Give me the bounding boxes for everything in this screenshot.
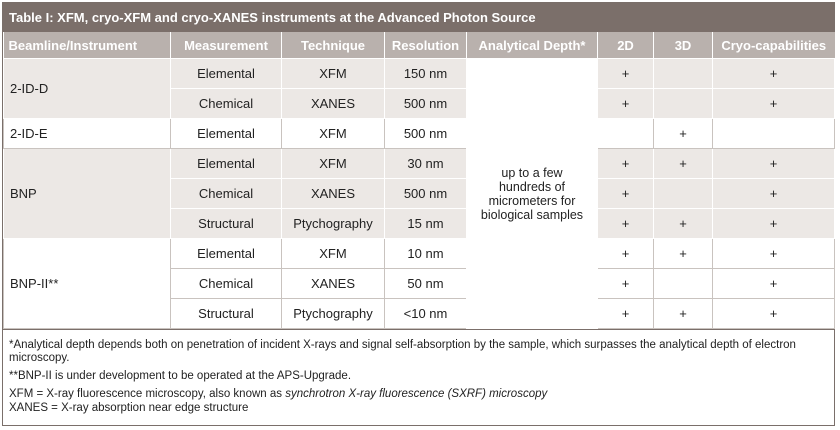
cell-resolution: 500 nm xyxy=(385,89,467,119)
cell-2d: + xyxy=(598,209,654,239)
col-header-measurement: Measurement xyxy=(171,32,282,59)
cell-technique: XANES xyxy=(282,269,385,299)
footnote-bnp2: **BNP-II is under development to be operated at the APS-Upgrade. xyxy=(9,370,352,382)
footnote-depth: *Analytical depth depends both on penetration of incident X-rays and signal self-absorption by the sample, which surpasses the analytical depth of electron microscopy. xyxy=(9,339,796,364)
cell-cryo xyxy=(713,119,835,149)
cell-3d: + xyxy=(654,119,713,149)
cell-measurement: Elemental xyxy=(171,59,282,89)
cell-3d xyxy=(654,269,713,299)
cell-instrument: 2-ID-E xyxy=(4,119,171,149)
cell-measurement: Structural xyxy=(171,209,282,239)
cell-measurement: Chemical xyxy=(171,179,282,209)
cell-2d: + xyxy=(598,299,654,329)
cell-measurement: Elemental xyxy=(171,149,282,179)
cell-technique: XANES xyxy=(282,179,385,209)
table-footnotes xyxy=(3,329,834,415)
cell-cryo: + xyxy=(713,239,835,269)
cell-resolution: 15 nm xyxy=(385,209,467,239)
cell-technique: Ptychography xyxy=(282,209,385,239)
cell-technique: XANES xyxy=(282,89,385,119)
cell-technique: XFM xyxy=(282,59,385,89)
col-header-3d: 3D xyxy=(654,32,713,59)
cell-instrument: 2-ID-D xyxy=(4,59,171,119)
cell-measurement: Chemical xyxy=(171,89,282,119)
footnote-xfm-text: XFM = X-ray fluorescence microscopy, also known as xyxy=(9,388,286,400)
col-header-cryo: Cryo-capabilities xyxy=(713,32,835,59)
cell-resolution: 10 nm xyxy=(385,239,467,269)
cell-technique: Ptychography xyxy=(282,299,385,329)
cell-2d: + xyxy=(598,239,654,269)
table-row xyxy=(4,59,835,89)
cell-2d: + xyxy=(598,59,654,89)
col-header-resolution: Resolution xyxy=(385,32,467,59)
instruments-table xyxy=(3,32,835,329)
cell-instrument: BNP-II** xyxy=(4,239,171,329)
cell-measurement: Elemental xyxy=(171,119,282,149)
table-row xyxy=(4,149,835,179)
cell-resolution: 30 nm xyxy=(385,149,467,179)
cell-cryo: + xyxy=(713,89,835,119)
cell-cryo: + xyxy=(713,59,835,89)
cell-resolution: 50 nm xyxy=(385,269,467,299)
cell-3d: + xyxy=(654,209,713,239)
cell-2d: + xyxy=(598,149,654,179)
table-row xyxy=(4,119,835,149)
table-title: Table I: XFM, cryo-XFM and cryo-XANES instruments at the Advanced Photon Source xyxy=(3,3,834,32)
cell-2d: + xyxy=(598,89,654,119)
footnote-xanes: XANES = X-ray absorption near edge structure xyxy=(9,402,249,414)
cell-3d xyxy=(654,59,713,89)
cell-cryo: + xyxy=(713,269,835,299)
header-row xyxy=(4,32,835,59)
col-header-technique: Technique xyxy=(282,32,385,59)
cell-2d xyxy=(598,119,654,149)
cell-resolution: <10 nm xyxy=(385,299,467,329)
cell-analytical-depth: up to a few hundreds of micrometers for biological samples xyxy=(467,59,598,329)
cell-3d: + xyxy=(654,239,713,269)
table-row xyxy=(4,239,835,269)
col-header-instrument: Beamline/Instrument xyxy=(4,32,171,59)
footnote-xfm-italic: synchrotron X-ray fluorescence (SXRF) microscopy xyxy=(285,388,548,400)
footnote-xfm xyxy=(9,388,828,401)
table-frame xyxy=(2,2,835,426)
cell-measurement: Chemical xyxy=(171,269,282,299)
cell-3d: + xyxy=(654,299,713,329)
cell-cryo: + xyxy=(713,179,835,209)
cell-3d xyxy=(654,179,713,209)
cell-cryo: + xyxy=(713,149,835,179)
cell-measurement: Structural xyxy=(171,299,282,329)
cell-technique: XFM xyxy=(282,239,385,269)
cell-technique: XFM xyxy=(282,119,385,149)
cell-measurement: Elemental xyxy=(171,239,282,269)
cell-3d xyxy=(654,89,713,119)
col-header-2d: 2D xyxy=(598,32,654,59)
cell-resolution: 150 nm xyxy=(385,59,467,89)
cell-2d: + xyxy=(598,179,654,209)
col-header-depth: Analytical Depth* xyxy=(467,32,598,59)
cell-3d: + xyxy=(654,149,713,179)
cell-resolution: 500 nm xyxy=(385,119,467,149)
cell-cryo: + xyxy=(713,299,835,329)
cell-resolution: 500 nm xyxy=(385,179,467,209)
cell-2d: + xyxy=(598,269,654,299)
cell-instrument: BNP xyxy=(4,149,171,239)
cell-technique: XFM xyxy=(282,149,385,179)
cell-cryo: + xyxy=(713,209,835,239)
